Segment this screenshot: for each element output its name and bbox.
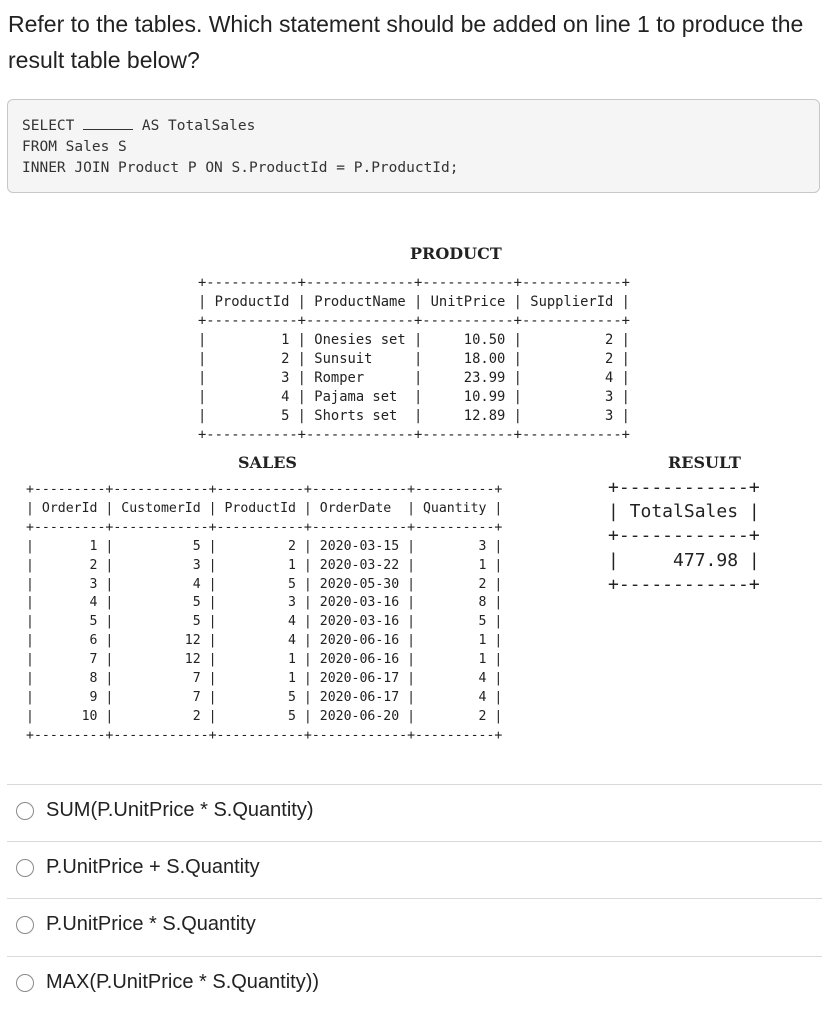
option-divider bbox=[7, 898, 822, 899]
result-table: +------------+ | TotalSales | +------------+ | 477.98 | +------------+ bbox=[608, 477, 760, 595]
option-sum-unitprice-quantity[interactable] bbox=[16, 799, 314, 822]
code-line-1-alias: AS TotalSales bbox=[133, 118, 256, 134]
code-line-1-select: SELECT bbox=[22, 118, 84, 134]
option-divider bbox=[7, 841, 822, 842]
code-line-2: FROM Sales S bbox=[22, 139, 127, 155]
option-unitprice-plus-quantity[interactable] bbox=[16, 856, 260, 879]
option-max-unitprice-quantity[interactable] bbox=[16, 971, 319, 994]
code-line-3: INNER JOIN Product P ON S.ProductId = P.ProductId; bbox=[22, 160, 459, 176]
sales-table-title: SALES bbox=[238, 453, 297, 472]
option-divider bbox=[7, 784, 822, 785]
product-table-title: PRODUCT bbox=[410, 244, 502, 263]
option-unitprice-times-quantity[interactable] bbox=[16, 913, 256, 936]
option-label: P.UnitPrice * S.Quantity bbox=[46, 913, 256, 935]
result-table-title: RESULT bbox=[668, 453, 741, 472]
product-table: +-----------+-------------+-----------+------------+ | ProductId | ProductName | UnitPrice | SupplierId | +-----------+-------------+-----------+------------+ | 1 | Onesies set | 10.50 | 2 | | 2 | Sunsuit | 18.00 | 2 | | 3 | Romper | 23.99 | 4 | | 4 | Pajama set | 10.99 | 3 | | 5 | Shorts set | 12.89 | 3 | +-----------+-------------+-----------+------------+ bbox=[198, 275, 630, 443]
question-text: Refer to the tables. Which statement should be added on line 1 to produce the result table below? bbox=[8, 11, 804, 73]
option-label: SUM(P.UnitPrice * S.Quantity) bbox=[46, 799, 314, 821]
option-label: MAX(P.UnitPrice * S.Quantity)) bbox=[46, 971, 320, 993]
radio-button[interactable] bbox=[16, 916, 34, 934]
radio-button[interactable] bbox=[16, 802, 34, 820]
option-divider bbox=[7, 956, 822, 957]
radio-button[interactable] bbox=[16, 859, 34, 877]
code-blank bbox=[83, 116, 133, 130]
option-label: P.UnitPrice + S.Quantity bbox=[46, 856, 260, 878]
sales-table: +---------+------------+-----------+------------+----------+ | OrderId | CustomerId | ProductId | OrderDate | Quantity | +---------+------------+-----------+------------+----------+ | 1 | 5 | 2 | 2020-03-15 | 3 | | 2 | 3 | 1 | 2020-03-22 | 1 | | 3 | 4 | 5 | 2020-05-30 | 2 | | 4 | 5 | 3 | 2020-03-16 | 8 | | 5 | 5 | 4 | 2020-03-16 | 5 | | 6 | 12 | 4 | 2020-06-16 | 1 | | 7 | 12 | 1 | 2020-06-16 | 1 | | 8 | 7 | 1 | 2020-06-17 | 4 | | 9 | 7 | 5 | 2020-06-17 | 4 | | 10 | 2 | 5 | 2020-06-20 | 2 | +---------+------------+-----------+------------+----------+ bbox=[26, 482, 503, 743]
radio-button[interactable] bbox=[16, 974, 34, 992]
sql-code-block bbox=[7, 99, 820, 193]
